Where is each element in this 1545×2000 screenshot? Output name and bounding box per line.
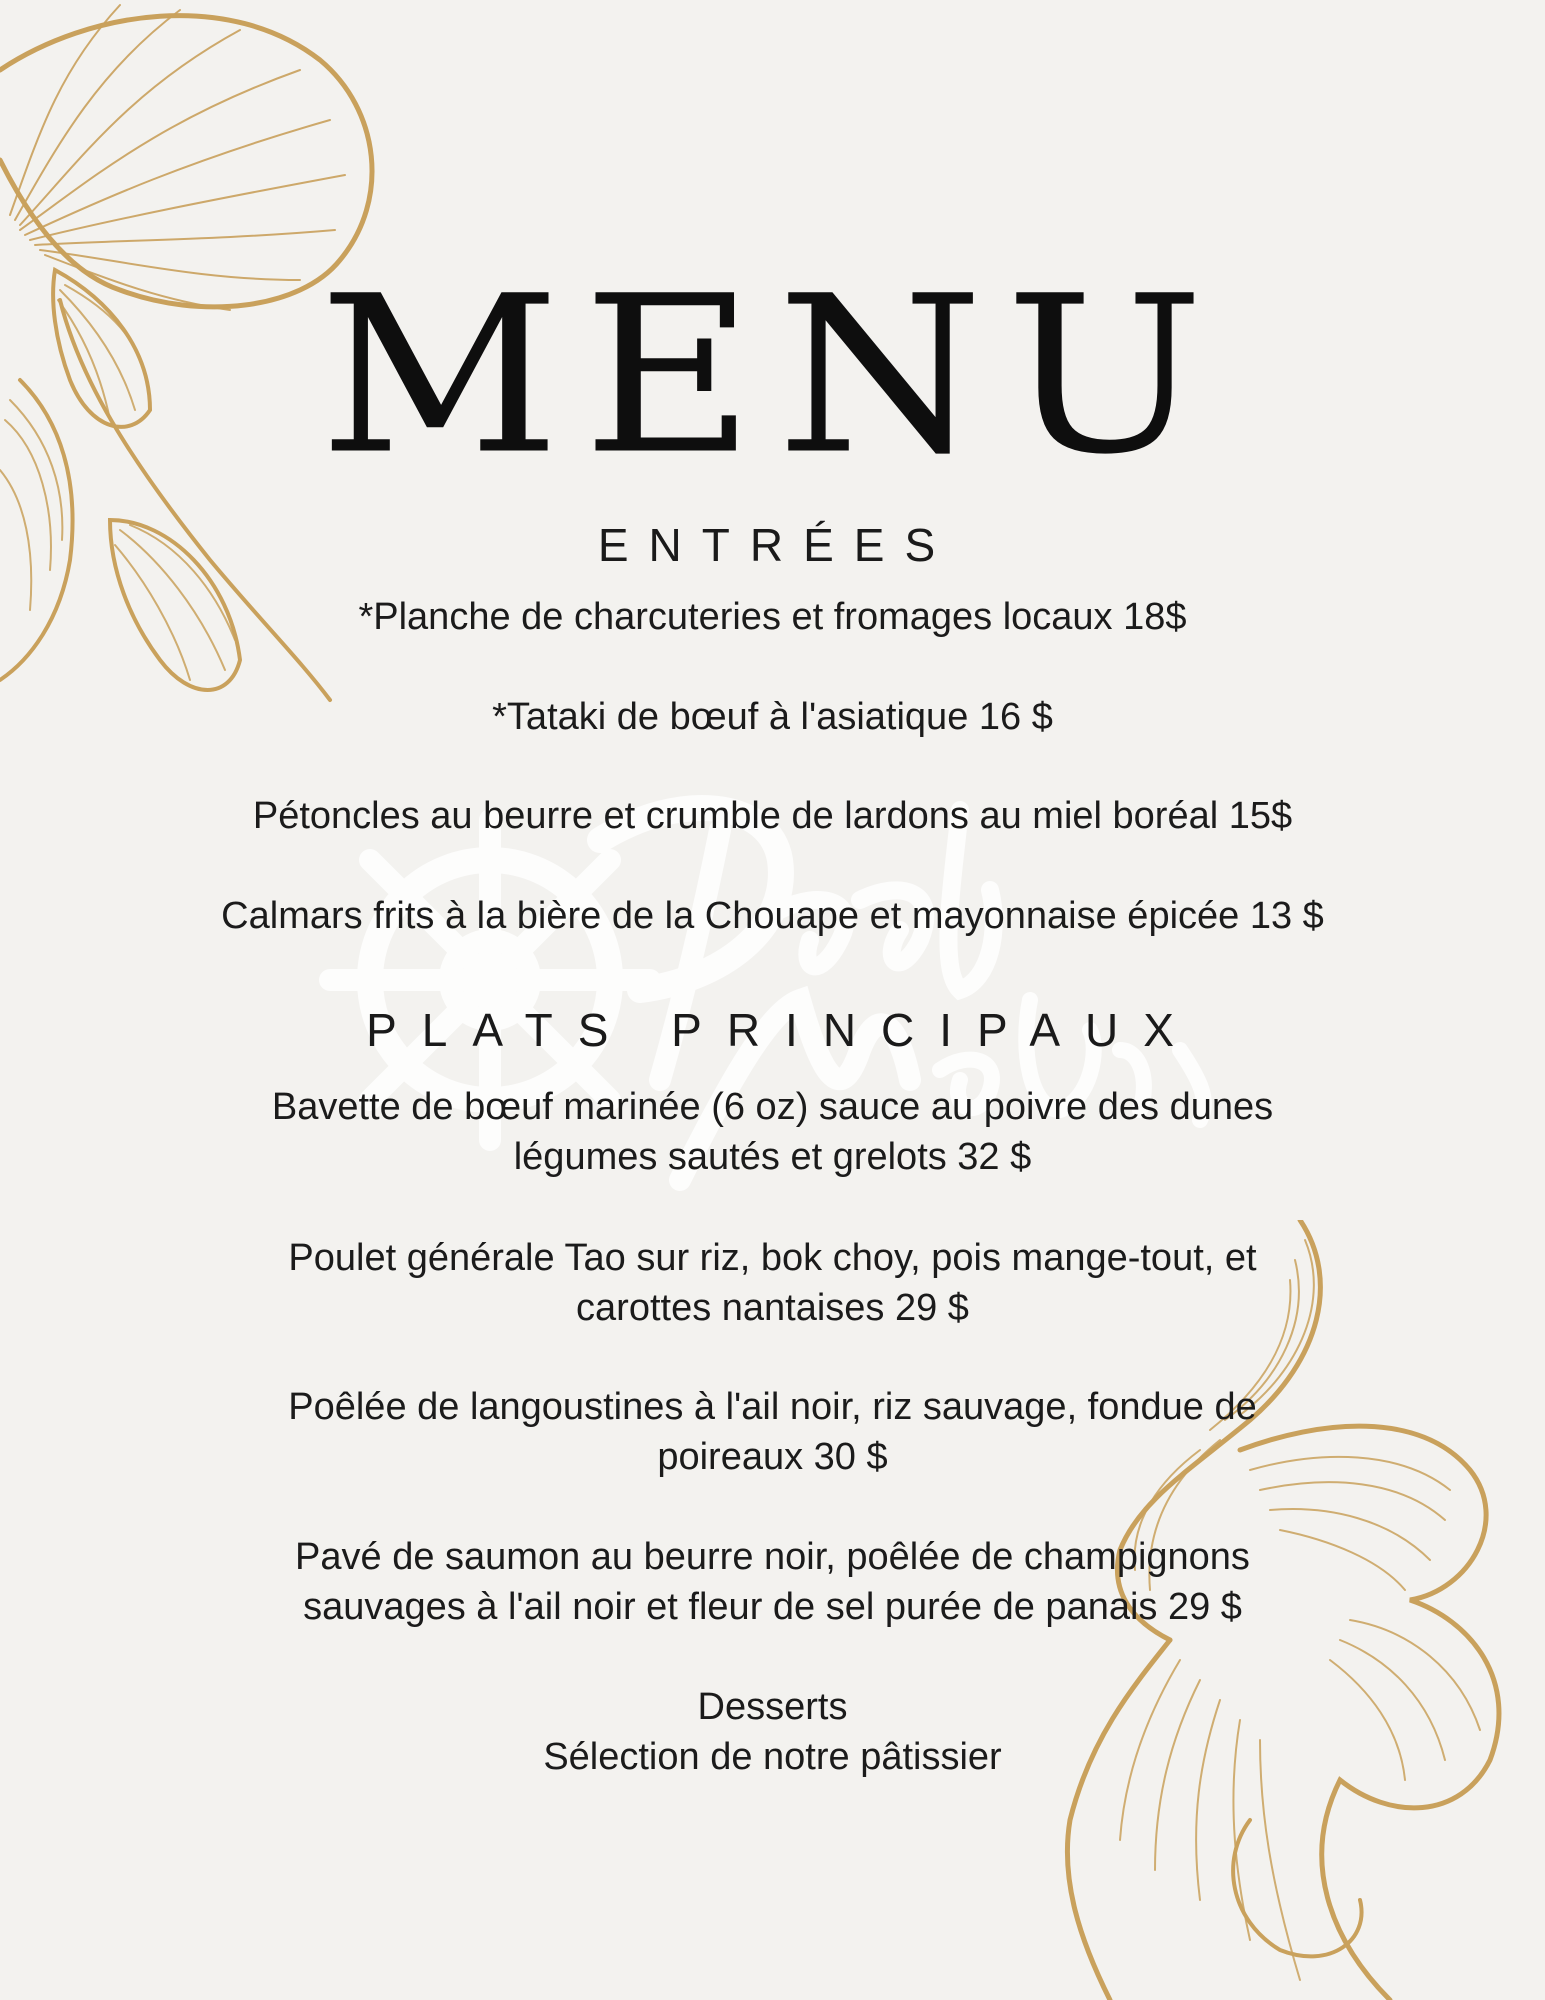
menu-item-plat-line-2: sauvages à l'ail noir et fleur de sel purée de panais 29 $ — [303, 1586, 1242, 1628]
page-title: MENU — [318, 249, 1227, 503]
menu-item-plat-line-2: carottes nantaises 29 $ — [576, 1287, 969, 1329]
section-heading-desserts: Desserts — [697, 1686, 848, 1728]
section-heading-entrees: ENTRÉES — [597, 519, 956, 571]
section-heading-plats-principaux: PLATS PRINCIPAUX — [366, 1004, 1199, 1056]
menu-item-plat-line-2: légumes sautés et grelots 32 $ — [513, 1136, 1032, 1178]
menu-item-entree: Calmars frits à la bière de la Chouape et mayonnaise épicée 13 $ — [221, 895, 1324, 937]
menu-item-plat-line-1: Poulet générale Tao sur riz, bok choy, pois mange-tout, et — [288, 1237, 1257, 1279]
menu-item-plat-line-1: Bavette de bœuf marinée (6 oz) sauce au poivre des dunes — [271, 1086, 1274, 1128]
desserts-description: Sélection de notre pâtissier — [543, 1736, 1002, 1778]
menu-item-entree: *Tataki de bœuf à l'asiatique 16 $ — [492, 696, 1053, 738]
menu-item-entree: *Planche de charcuteries et fromages locaux 18$ — [358, 596, 1187, 638]
menu-item-plat-line-2: poireaux 30 $ — [657, 1436, 888, 1478]
menu-item-plat-line-1: Pavé de saumon au beurre noir, poêlée de champignons — [295, 1536, 1250, 1578]
menu-item-plat-line-1: Poêlée de langoustines à l'ail noir, riz sauvage, fondue de — [288, 1386, 1257, 1428]
menu-item-entree: Pétoncles au beurre et crumble de lardons au miel boréal 15$ — [252, 795, 1293, 837]
